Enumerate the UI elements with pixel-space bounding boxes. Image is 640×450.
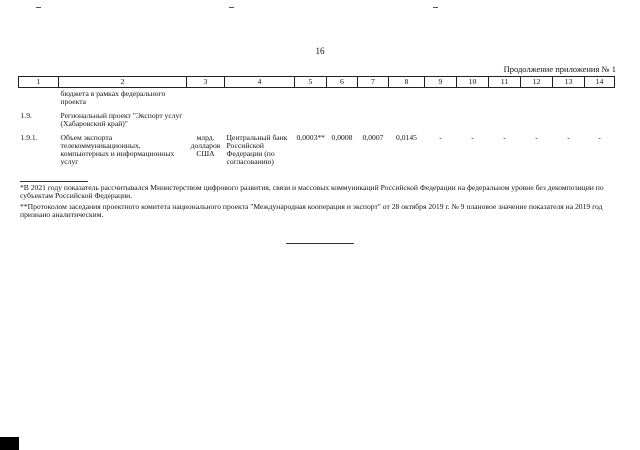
row-number: 1.9.1. — [20, 132, 38, 142]
table-row — [19, 134, 615, 166]
value-cell: - — [503, 132, 506, 142]
empty-cells — [187, 88, 615, 112]
scan-artifact — [433, 7, 438, 8]
column-header: 2 — [59, 77, 187, 88]
table-row — [19, 88, 615, 112]
scan-artifact — [229, 7, 234, 8]
empty-cells — [187, 112, 615, 134]
scan-corner-mark — [0, 437, 19, 450]
row-number — [19, 88, 59, 112]
column-header: 1 — [19, 77, 59, 88]
column-header: 14 — [585, 77, 615, 88]
end-separator — [286, 243, 354, 244]
appendix-continuation-note: Продолжение приложения № 1 — [503, 64, 616, 74]
unit-of-measure: млрд. долларов США — [190, 132, 221, 158]
column-header: 4 — [225, 77, 295, 88]
footnote: *В 2021 году показатель рассчитывался Министерством цифрового развития, связи и массовых коммуникаций Российской Федерации на федеральном уровне без декомпозиции по субъектам Российской Федерации. — [20, 183, 604, 201]
column-header: 3 — [187, 77, 225, 88]
column-header: 12 — [521, 77, 553, 88]
column-header: 13 — [553, 77, 585, 88]
value-cell: 0,0008 — [331, 132, 353, 142]
column-header: 5 — [295, 77, 327, 88]
indicators-table — [18, 76, 615, 166]
footnote-separator — [20, 181, 88, 182]
column-header: 7 — [358, 77, 389, 88]
scan-artifact — [36, 7, 41, 8]
value-cell: - — [535, 132, 538, 142]
column-header: 8 — [389, 77, 425, 88]
column-header: 11 — [489, 77, 521, 88]
value-cell: - — [598, 132, 601, 142]
value-cell: - — [471, 132, 474, 142]
column-header: 10 — [457, 77, 489, 88]
footnote: **Протоколом заседания проектного комитета национального проекта "Международная кооперация и экспорт" от 28 октября 2019 г. № 9 плановое значение показателя на 2019 год признано аналитическим. — [20, 202, 603, 220]
row-number: 1.9. — [20, 110, 32, 120]
table-row — [19, 112, 615, 134]
value-cell: 0,0145 — [396, 132, 417, 142]
value-cell: - — [439, 132, 442, 142]
indicator-name: бюджета в рамках федерального проекта — [60, 89, 166, 106]
data-source: Центральный банк Российской Федерации (по согласованию) — [226, 132, 288, 166]
page-number: 16 — [315, 46, 325, 56]
value-cell: - — [567, 132, 570, 142]
project-name: Региональный проект "Экспорт услуг (Хабаровский край)" — [60, 110, 183, 128]
column-header: 6 — [327, 77, 358, 88]
table-header-row — [19, 77, 615, 88]
value-cell: 0,0007 — [362, 132, 384, 142]
value-cell: 0,0003** — [296, 132, 325, 142]
indicator-name: Объем экспорта телекоммуникационных, компьютерных и информационных услуг — [60, 132, 175, 166]
column-header: 9 — [425, 77, 457, 88]
